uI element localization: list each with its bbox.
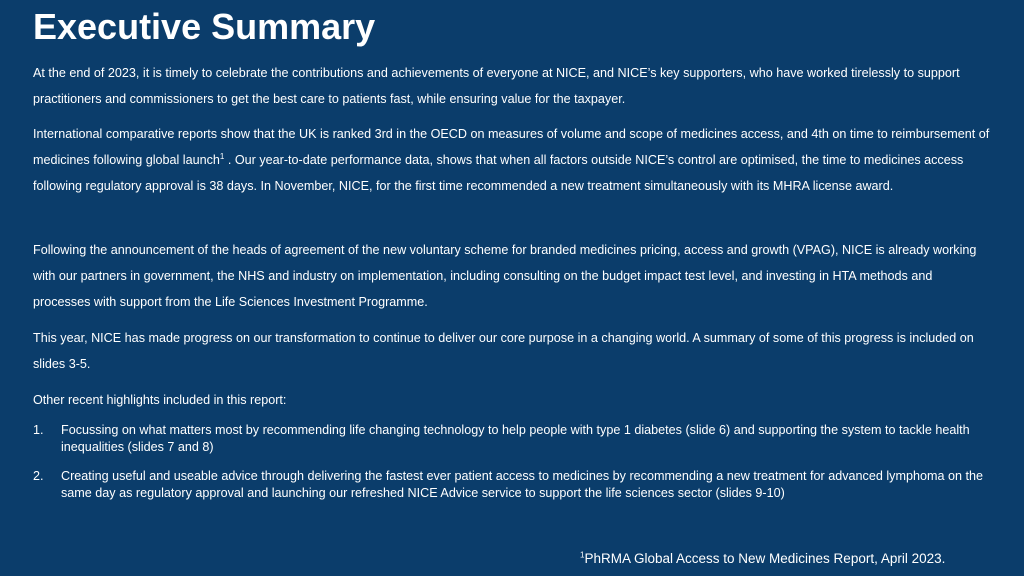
paragraph-intro: At the end of 2023, it is timely to celebrate the contributions and achievements of everyone at NICE, and NICE’s key supporters, who have worked tirelessly to support practitioners and commissioners to get the best care to patients fast, while ensuring value for the taxpayer. xyxy=(33,66,960,106)
paragraph-international-reports-text-2: . Our year-to-date performance data, shows that when all factors outside NICE’s control are optimised, the time to medicines access following regulatory approval is 38 days. In November, NICE, for the first time recommended a new treatment simultaneously with its MHRA license award. xyxy=(33,153,964,193)
list-item-number: 1. xyxy=(33,423,44,437)
footnote-text: PhRMA Global Access to New Medicines Report, April 2023. xyxy=(584,551,946,566)
footnote-reference: 1 xyxy=(219,151,225,161)
paragraph-vpag: Following the announcement of the heads of agreement of the new voluntary scheme for branded medicines pricing, access and growth (VPAG), NICE is already working with our partners in government, the NHS and industry on implementation, including consulting on the budget impact test level, and investing in HTA methods and processes with support from the Life Sciences Investment Programme. xyxy=(33,243,977,309)
footnote xyxy=(580,551,945,566)
list-item-text: Focussing on what matters most by recommending life changing technology to help people with type 1 diabetes (slide 6) and supporting the system to tackle health inequalities (slides 7 and 8) xyxy=(61,423,970,454)
list-item-text: Creating useful and useable advice through delivering the fastest ever patient access to medicines by recommending a new treatment for advanced lymphoma on the same day as regulatory approval and launching our refreshed NICE Advice service to support the life sciences sector (slides 9-10) xyxy=(61,469,983,500)
paragraph-transformation: This year, NICE has made progress on our transformation to continue to deliver our core purpose in a changing world. A summary of some of this progress is included on slides 3-5. xyxy=(33,331,974,371)
slide-title: Executive Summary xyxy=(33,6,376,47)
list-item-number: 2. xyxy=(33,469,44,483)
list-item xyxy=(33,422,993,456)
footnote-marker: 1 xyxy=(580,550,585,560)
paragraph-highlights-intro: Other recent highlights included in this report: xyxy=(33,393,287,407)
paragraph-international-reports-text-1: International comparative reports show that the UK is ranked 3rd in the OECD on measures of volume and scope of medicines access, and 4th on time to reimbursement of medicines following global launch xyxy=(33,127,990,167)
paragraph-international-reports xyxy=(33,121,993,199)
list-item xyxy=(33,468,993,502)
